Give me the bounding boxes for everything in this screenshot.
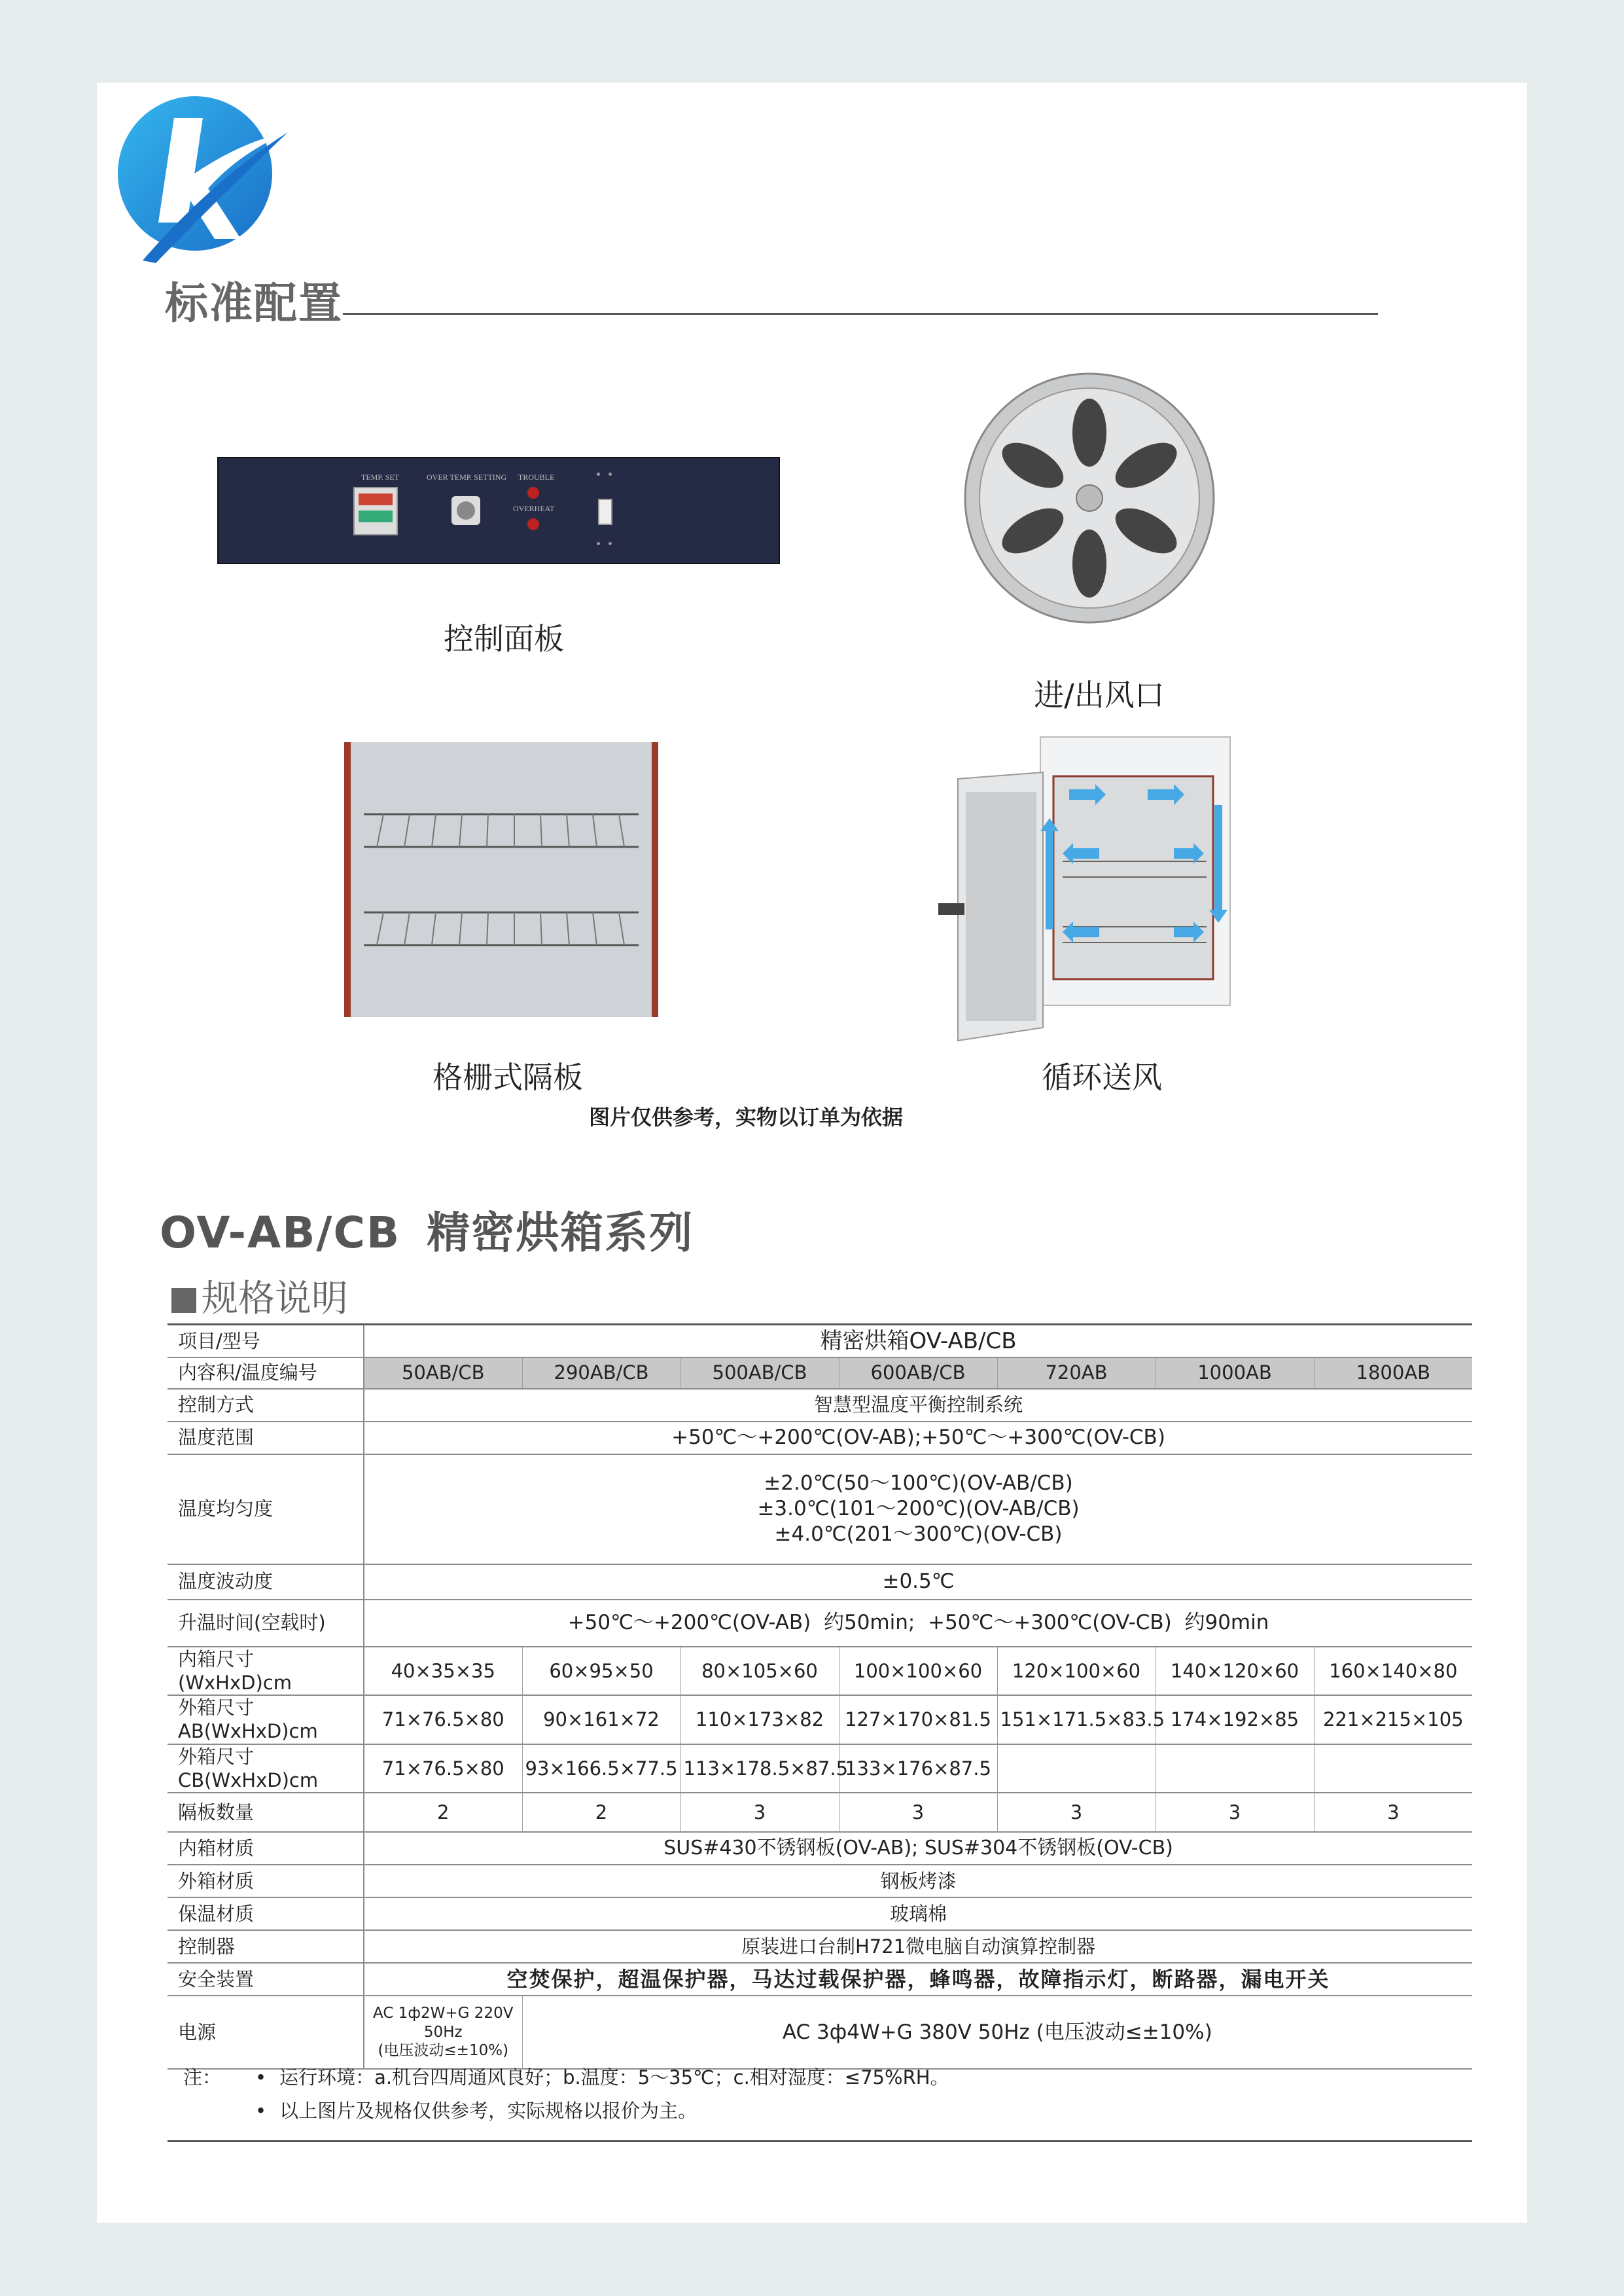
table-cell: 113×178.5×87.5 bbox=[680, 1744, 839, 1793]
series-title bbox=[160, 1198, 694, 1260]
table-cell: 3 bbox=[1156, 1793, 1314, 1832]
table-row bbox=[168, 1325, 1472, 1357]
table-cell: 空焚保护，超温保护器，马达过载保护器，蜂鸣器，故障指示灯，断路器，漏电开关 bbox=[364, 1963, 1472, 1996]
panel-label-overheat: OVERHEAT bbox=[513, 504, 555, 513]
table-cell: 160×140×80 bbox=[1314, 1647, 1472, 1696]
table-row bbox=[168, 1454, 1472, 1564]
screw-icon bbox=[609, 542, 612, 545]
square-bullet-icon bbox=[171, 1288, 196, 1313]
row-label: 外箱材质 bbox=[168, 1865, 364, 1897]
notes-label: 注： bbox=[183, 2066, 222, 2089]
table-cell: +50℃～+200℃(OV-AB);+50℃～+300℃(OV-CB) bbox=[364, 1422, 1472, 1454]
table-row bbox=[168, 1564, 1472, 1600]
table-row bbox=[168, 1832, 1472, 1865]
table-cell: 40×35×35 bbox=[364, 1647, 522, 1696]
table-cell: SUS#430不锈钢板(OV-AB); SUS#304不锈钢板(OV-CB) bbox=[364, 1832, 1472, 1865]
table-row bbox=[168, 1963, 1472, 1996]
row-label: 保温材质 bbox=[168, 1897, 364, 1930]
row-label: 安全装置 bbox=[168, 1963, 364, 1996]
series-name: 精密烘箱系列 bbox=[427, 1208, 694, 1258]
table-row bbox=[168, 1422, 1472, 1454]
table-cell: 133×176×87.5 bbox=[839, 1744, 997, 1793]
table-row bbox=[168, 1357, 1472, 1389]
table-cell: 80×105×60 bbox=[680, 1647, 839, 1696]
row-label: 升温时间(空载时) bbox=[168, 1600, 364, 1647]
model-cell: 50AB/CB bbox=[364, 1357, 522, 1389]
caption-air-circulation: 循环送风 bbox=[1042, 1060, 1162, 1095]
spec-heading-text: 规格说明 bbox=[202, 1278, 348, 1320]
caption-vent: 进/出风口 bbox=[1034, 677, 1165, 713]
notes-list bbox=[255, 2063, 1368, 2130]
table-row bbox=[168, 1744, 1472, 1793]
trouble-lamp-icon bbox=[527, 487, 539, 499]
caption-grid-shelf: 格栅式隔板 bbox=[432, 1060, 583, 1095]
table-cell bbox=[364, 1454, 1472, 1564]
table-cell bbox=[1314, 1744, 1472, 1793]
table-cell: 110×173×82 bbox=[680, 1695, 839, 1744]
row-label: 控制器 bbox=[168, 1930, 364, 1963]
table-cell: +50℃～+200℃(OV-AB) 约50min; +50℃～+300℃(OV-CB) 约90min bbox=[364, 1600, 1472, 1647]
screw-icon bbox=[609, 473, 612, 476]
row-label: 控制方式 bbox=[168, 1389, 364, 1422]
table-cell: 151×171.5×83.5 bbox=[997, 1695, 1156, 1744]
photo-disclaimer: 图片仅供参考，实物以订单为依据 bbox=[589, 1105, 904, 1130]
spec-table bbox=[168, 1323, 1472, 2070]
table-row bbox=[168, 1600, 1472, 1647]
table-cell: 3 bbox=[1314, 1793, 1472, 1832]
list-item: • 以上图片及规格仅供参考，实际规格以报价为主。 bbox=[255, 2096, 1368, 2123]
row-label: 温度范围 bbox=[168, 1422, 364, 1454]
table-cell: 3 bbox=[680, 1793, 839, 1832]
table-row bbox=[168, 1793, 1472, 1832]
model-cell: 1800AB bbox=[1314, 1357, 1472, 1389]
table-cell: 174×192×85 bbox=[1156, 1695, 1314, 1744]
vent-photo bbox=[962, 370, 1217, 626]
table-cell: 90×161×72 bbox=[522, 1695, 680, 1744]
table-cell: AC 3ф4W+G 380V 50Hz (电压波动≤±10%) bbox=[522, 1996, 1472, 2069]
panel-label-over-temp: OVER TEMP. SETTING bbox=[427, 473, 507, 482]
power-small-line: AC 1ф2W+G 220V 50Hz bbox=[373, 2004, 514, 2041]
table-cell: 60×95×50 bbox=[522, 1647, 680, 1696]
temperature-controller-icon bbox=[353, 487, 398, 535]
model-cell: 290AB/CB bbox=[522, 1357, 680, 1389]
row-label: 内容积/温度编号 bbox=[168, 1357, 364, 1389]
bottom-divider bbox=[168, 2140, 1472, 2142]
table-row bbox=[168, 1695, 1472, 1744]
table-cell: ±0.5℃ bbox=[364, 1564, 1472, 1600]
row-label: 外箱尺寸CB(WxHxD)cm bbox=[168, 1744, 364, 1793]
screw-icon bbox=[597, 542, 600, 545]
control-panel-photo bbox=[217, 457, 780, 564]
model-cell: 1000AB bbox=[1156, 1357, 1314, 1389]
table-cell bbox=[997, 1744, 1156, 1793]
row-label: 内箱尺寸(WxHxD)cm bbox=[168, 1647, 364, 1696]
table-cell: 2 bbox=[364, 1793, 522, 1832]
spec-heading bbox=[171, 1270, 348, 1322]
model-cell: 720AB bbox=[997, 1357, 1156, 1389]
table-cell: 3 bbox=[997, 1793, 1156, 1832]
uniformity-line: ±4.0℃(201～300℃)(OV-CB) bbox=[774, 1522, 1063, 1546]
air-circulation-photo bbox=[932, 733, 1239, 1047]
table-cell: 71×76.5×80 bbox=[364, 1695, 522, 1744]
section-title: 标准配置 bbox=[165, 278, 343, 329]
table-row bbox=[168, 1930, 1472, 1963]
row-label: 隔板数量 bbox=[168, 1793, 364, 1832]
row-label: 温度波动度 bbox=[168, 1564, 364, 1600]
table-row bbox=[168, 1389, 1472, 1422]
row-label: 外箱尺寸AB(WxHxD)cm bbox=[168, 1695, 364, 1744]
table-cell: 3 bbox=[839, 1793, 997, 1832]
list-item: • 运行环境：a.机台四周通风良好；b.温度：5～35℃；c.相对湿度：≤75%RH。 bbox=[255, 2063, 1368, 2090]
over-temp-dial-icon bbox=[451, 496, 480, 525]
grid-shelf-photo bbox=[344, 742, 658, 1017]
panel-label-trouble: TROUBLE bbox=[518, 473, 555, 482]
table-cell: 原装进口台制H721微电脑自动演算控制器 bbox=[364, 1930, 1472, 1963]
table-row bbox=[168, 1897, 1472, 1930]
table-cell: 100×100×60 bbox=[839, 1647, 997, 1696]
model-cell: 600AB/CB bbox=[839, 1357, 997, 1389]
table-row bbox=[168, 1996, 1472, 2069]
table-cell: 智慧型温度平衡控制系统 bbox=[364, 1389, 1472, 1422]
row-label: 项目/型号 bbox=[168, 1325, 364, 1357]
table-cell: 120×100×60 bbox=[997, 1647, 1156, 1696]
section-divider bbox=[343, 313, 1378, 315]
panel-label-temp-set: TEMP. SET bbox=[361, 473, 400, 482]
table-cell: 2 bbox=[522, 1793, 680, 1832]
table-cell bbox=[364, 1996, 522, 2069]
uniformity-line: ±3.0℃(101～200℃)(OV-AB/CB) bbox=[757, 1497, 1080, 1521]
table-cell: 71×76.5×80 bbox=[364, 1744, 522, 1793]
table-cell: 221×215×105 bbox=[1314, 1695, 1472, 1744]
table-cell: 140×120×60 bbox=[1156, 1647, 1314, 1696]
screw-icon bbox=[597, 473, 600, 476]
uniformity-line: ±2.0℃(50～100℃)(OV-AB/CB) bbox=[764, 1471, 1073, 1496]
table-cell: 钢板烤漆 bbox=[364, 1865, 1472, 1897]
power-switch-icon bbox=[598, 499, 612, 525]
row-label: 温度均匀度 bbox=[168, 1454, 364, 1564]
table-row bbox=[168, 1865, 1472, 1897]
table-header-value: 精密烘箱OV-AB/CB bbox=[364, 1325, 1472, 1357]
overheat-lamp-icon bbox=[527, 518, 539, 530]
row-label: 内箱材质 bbox=[168, 1832, 364, 1865]
row-label: 电源 bbox=[168, 1996, 364, 2069]
table-cell: 玻璃棉 bbox=[364, 1897, 1472, 1930]
series-code: OV-AB/CB bbox=[160, 1208, 401, 1258]
table-cell: 93×166.5×77.5 bbox=[522, 1744, 680, 1793]
power-small-line: (电压波动≤±10%) bbox=[378, 2042, 509, 2060]
caption-control-panel: 控制面板 bbox=[444, 621, 564, 656]
brand-logo-icon bbox=[116, 92, 300, 268]
model-cell: 500AB/CB bbox=[680, 1357, 839, 1389]
table-row bbox=[168, 1647, 1472, 1696]
table-cell: 127×170×81.5 bbox=[839, 1695, 997, 1744]
table-cell bbox=[1156, 1744, 1314, 1793]
